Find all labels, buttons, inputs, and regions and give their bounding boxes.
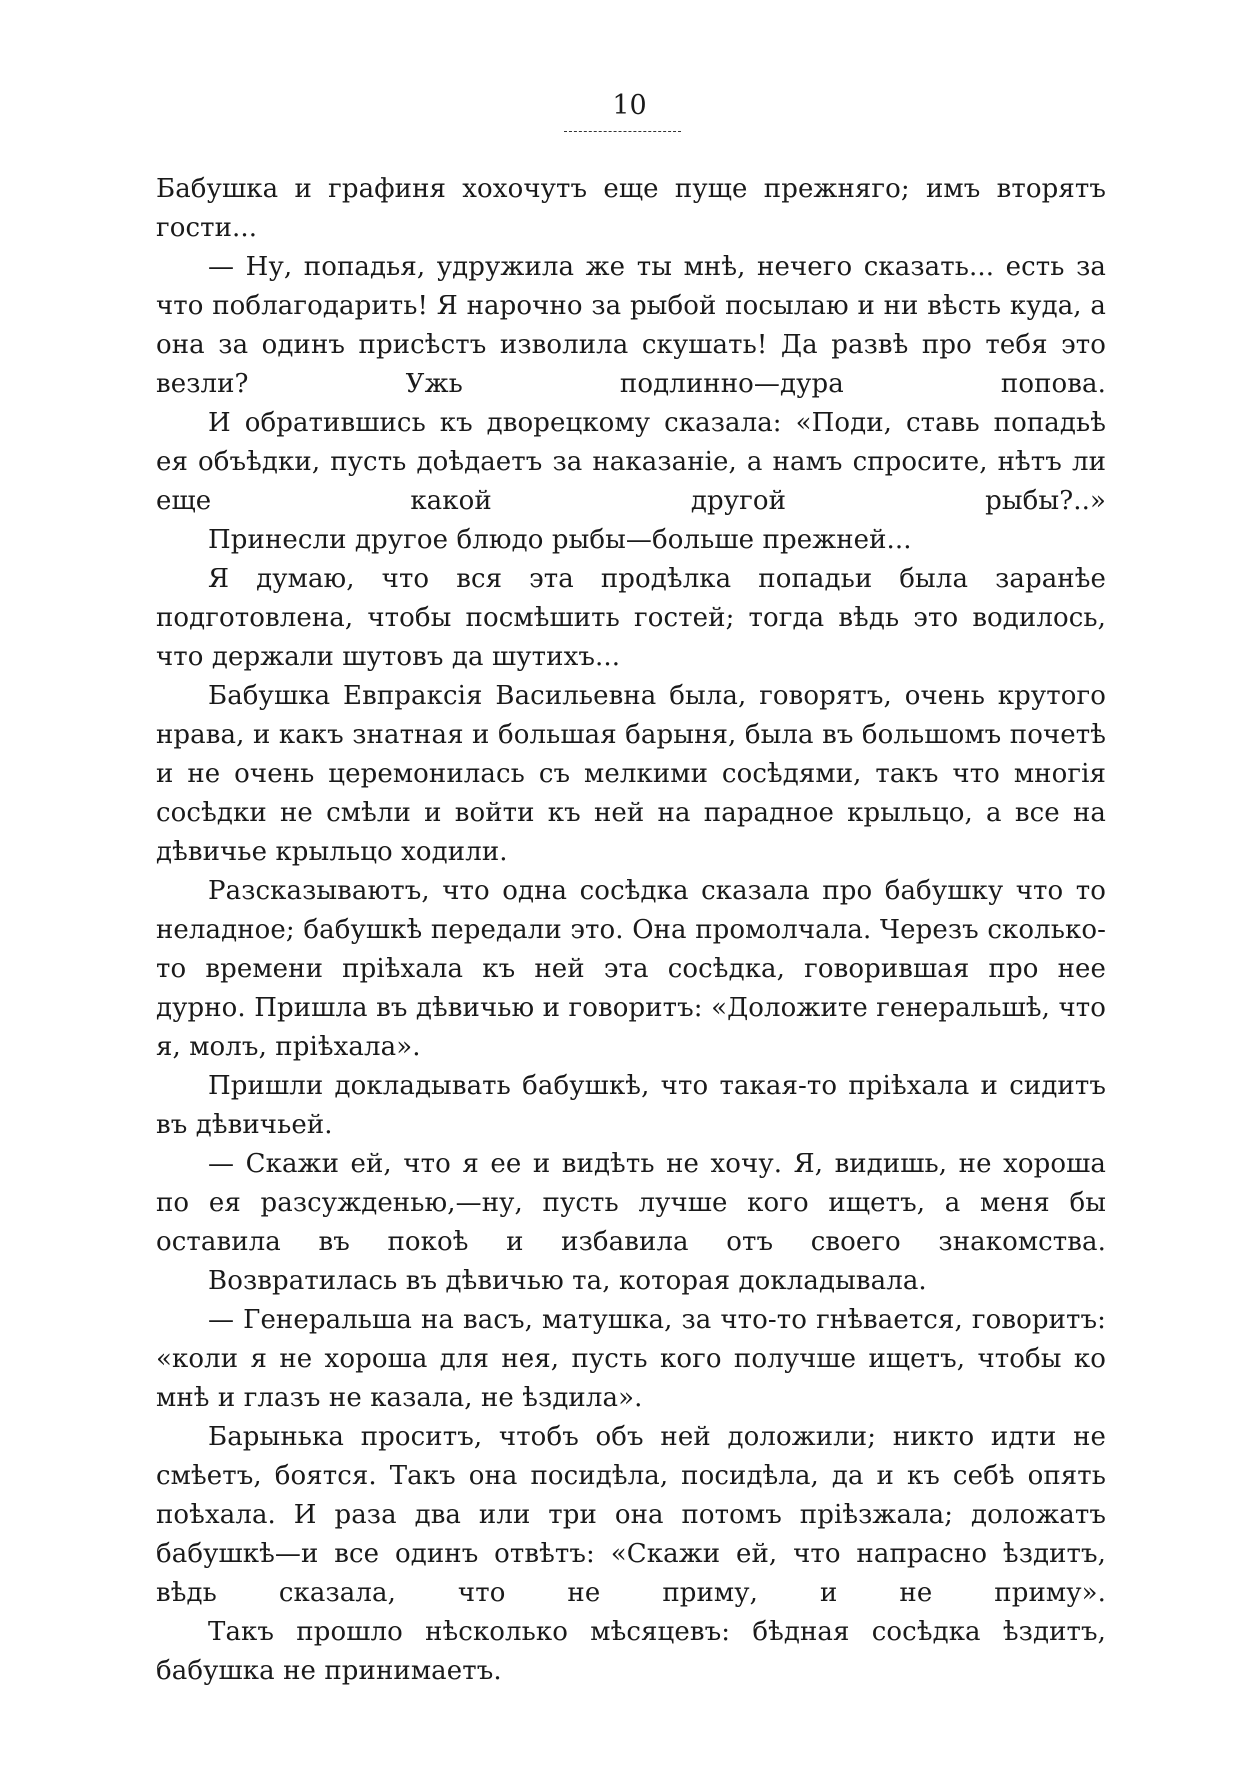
paragraph-1: Бабушка и графиня хохочутъ еще пуще прежняго; имъ вторятъ гости... xyxy=(156,174,1106,243)
paragraph-10: Возвратилась въ дѣвичью та, которая докладывала. xyxy=(208,1266,927,1296)
paragraph-2: — Ну, попадья, удружила же ты мнѣ, нечего сказать... есть за что поблагодарить! Я нарочно за рыбой посылаю и ни вѣсть куда, а она за одинъ присѣстъ изволила скушать! Да развѣ про тебя это везли? Ужь подлинно—дура попова. xyxy=(156,252,1106,399)
paragraph-3: И обратившись къ дворецкому сказала: «Поди, ставь попадьѣ ея объѣдки, пусть доѣдаетъ за наказаніе, а намъ спросите, нѣтъ ли еще какой другой рыбы?..» xyxy=(156,408,1106,516)
paragraph-11: — Генеральша на васъ, матушка, за что-то гнѣвается, говоритъ: «коли я не хороша для нея, пусть кого получше ищетъ, чтобы ко мнѣ и глазъ не казала, не ѣздила». xyxy=(156,1305,1106,1413)
paragraph-7: Разсказываютъ, что одна сосѣдка сказала про бабушку что то неладное; бабушкѣ передали это. Она промолчала. Черезъ сколько-то времени пріѣхала къ ней эта сосѣдка, говорившая про нее дурно. Пришла въ дѣвичью и говоритъ: «Доложите генеральшѣ, что я, молъ, пріѣхала». xyxy=(156,876,1106,1062)
paragraph-12: Барынька проситъ, чтобъ объ ней доложили; никто идти не смѣетъ, боятся. Такъ она посидѣла, посидѣла, да и къ себѣ опять поѣхала. И раза два или три она потомъ пріѣзжала; доложатъ бабушкѣ—и все одинъ отвѣтъ: «Скажи ей, что напрасно ѣздитъ, вѣдь сказала, что не приму, и не приму». xyxy=(156,1422,1106,1608)
paragraph-6: Бабушка Евпраксія Васильевна была, говорятъ, очень крутого нрава, и какъ знатная и большая барыня, была въ большомъ почетѣ и не очень церемонилась съ мелкими сосѣдями, такъ что многія сосѣдки не смѣли и войти къ ней на парадное крыльцо, а все на дѣвичье крыльцо ходили. xyxy=(156,681,1106,867)
paragraph-8: Пришли докладывать бабушкѣ, что такая-то пріѣхала и сидитъ въ дѣвичьей. xyxy=(156,1071,1106,1140)
page-number: 10 xyxy=(612,90,647,121)
header-rule xyxy=(564,131,681,132)
paragraph-5: Я думаю, что вся эта продѣлка попадьи была заранѣе подготовлена, чтобы посмѣшить гостей; тогда вѣдь это водилось, что держали шутовъ да шутихъ... xyxy=(156,564,1106,672)
paragraph-4: Принесли другое блюдо рыбы—больше прежней... xyxy=(208,525,912,555)
body-text xyxy=(156,170,1106,1691)
paragraph-9: — Скажи ей, что я ее и видѣть не хочу. Я, видишь, не хороша по ея разсужденью,—ну, пусть лучше кого ищетъ, а меня бы оставила въ покоѣ и избавила отъ своего знакомства. xyxy=(156,1149,1106,1257)
paragraph-13: Такъ прошло нѣсколько мѣсяцевъ: бѣдная сосѣдка ѣздитъ, бабушка не принимаетъ. xyxy=(156,1617,1106,1686)
